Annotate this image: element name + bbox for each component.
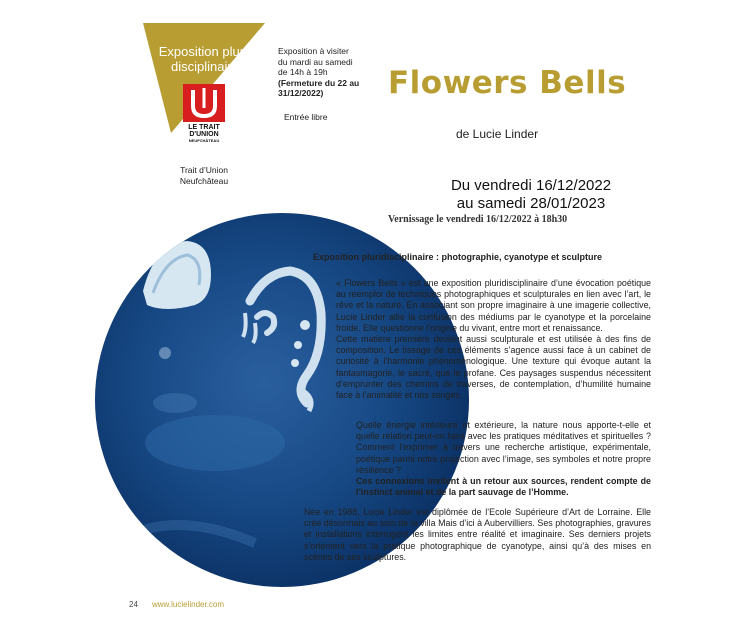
venue-line-1: Trait d’Union bbox=[180, 165, 228, 175]
date-end: au samedi 28/01/2023 bbox=[456, 195, 606, 212]
vernissage-date: Vernissage le vendredi 16/12/2022 à 18h30 bbox=[388, 214, 568, 225]
artist-bio: Née en 1988, Lucie Linder est diplômée de l’Ecole Supérieure d’Art de Lorraine. Elle crée désormais au sein de la villa Mais d’ici à Aubervilliers. Ses photographies, gravures et installations interrogent les limites entre réalité et imaginaire. Ses derniers projets s’orientent vers la pratique photographique de cyanotype, ainsi qu’à des mises en scènes de ses sculptures. bbox=[304, 507, 651, 562]
description-block bbox=[336, 278, 651, 401]
website-link[interactable]: www.lucielinder.com bbox=[152, 600, 225, 609]
entry-info: Entrée libre bbox=[284, 112, 328, 122]
logo-text bbox=[183, 124, 225, 144]
paragraph-3: Quelle énergie intérieure et extérieure, la nature nous apporte-t-elle et quelle relation peut-on faire avec les pratiques méditatives et spirituelles ? Comment l’exprimer à travers une recherche artistique, expérimentale, poétique parmi notre projection avec l’image, ses symboles et notre propre résilience ? bbox=[356, 420, 651, 475]
visit-hours: Exposition à visiter du mardi au samedi de 14h à 19h bbox=[278, 46, 353, 77]
badge-line-1: Exposition pluri- bbox=[158, 44, 252, 59]
visit-info bbox=[278, 46, 360, 99]
paragraph-1: « Flowers Bells » est une exposition pluridisciplinaire d’une évocation poétique au réemploi de techniques photographiques et sculpturales en lien avec l’art, le rêve et la nature. En associant son propre imaginaire à une imagerie collective, Lucie Linder allie la confusion des médiums par le cyanotype et la porcelaine froide. Elle questionne l’origine du vivant, entre mort et renaissance. bbox=[336, 278, 651, 333]
venue-line-2: Neufchâteau bbox=[179, 176, 229, 186]
exhibition-subtitle: Exposition pluridisciplinaire : photographie, cyanotype et sculpture bbox=[313, 252, 603, 262]
page-number: 24 bbox=[129, 600, 138, 609]
badge-title bbox=[150, 44, 260, 74]
closure-dates: (Fermeture du 22 au 31/12/2022) bbox=[278, 77, 360, 98]
logo-u-icon bbox=[183, 84, 225, 122]
badge-line-2: disciplinaire bbox=[171, 59, 239, 74]
exhibition-dates bbox=[436, 177, 626, 213]
logo-line-1: LE TRAIT bbox=[188, 124, 220, 131]
date-start: Du vendredi 16/12/2022 bbox=[450, 177, 612, 194]
paragraph-3-bold: Ces connexions invitent à un retour aux sources, rendent compte de l’instinct animal et de la part sauvage de l’Homme. bbox=[356, 476, 651, 498]
trait-d-union-logo bbox=[183, 84, 225, 154]
exhibition-author: de Lucie Linder bbox=[456, 127, 539, 141]
questions-block bbox=[356, 420, 651, 498]
logo-mark bbox=[183, 84, 225, 122]
venue-name bbox=[168, 165, 240, 187]
exhibition-title: Flowers Bells bbox=[388, 65, 627, 101]
paragraph-2: Cette matière première devient aussi sculpturale et est utilisée à des fins de composition. Le tissage de ces éléments s’agence aussi face à un cabinet de curiosité à l’harmonie phénoménologique. Une texture qui évoque autant la fantasmagorie, le sacré, que le profane. Ces paysages suspendus nécessitent d’emprunter des chemins de traverses, de contemplation, d’humilité humaine face à l’animalité et nos songes. bbox=[336, 334, 651, 401]
logo-line-3: NEUFCHÂTEAU bbox=[188, 138, 220, 143]
logo-line-2: D'UNION bbox=[189, 131, 219, 138]
